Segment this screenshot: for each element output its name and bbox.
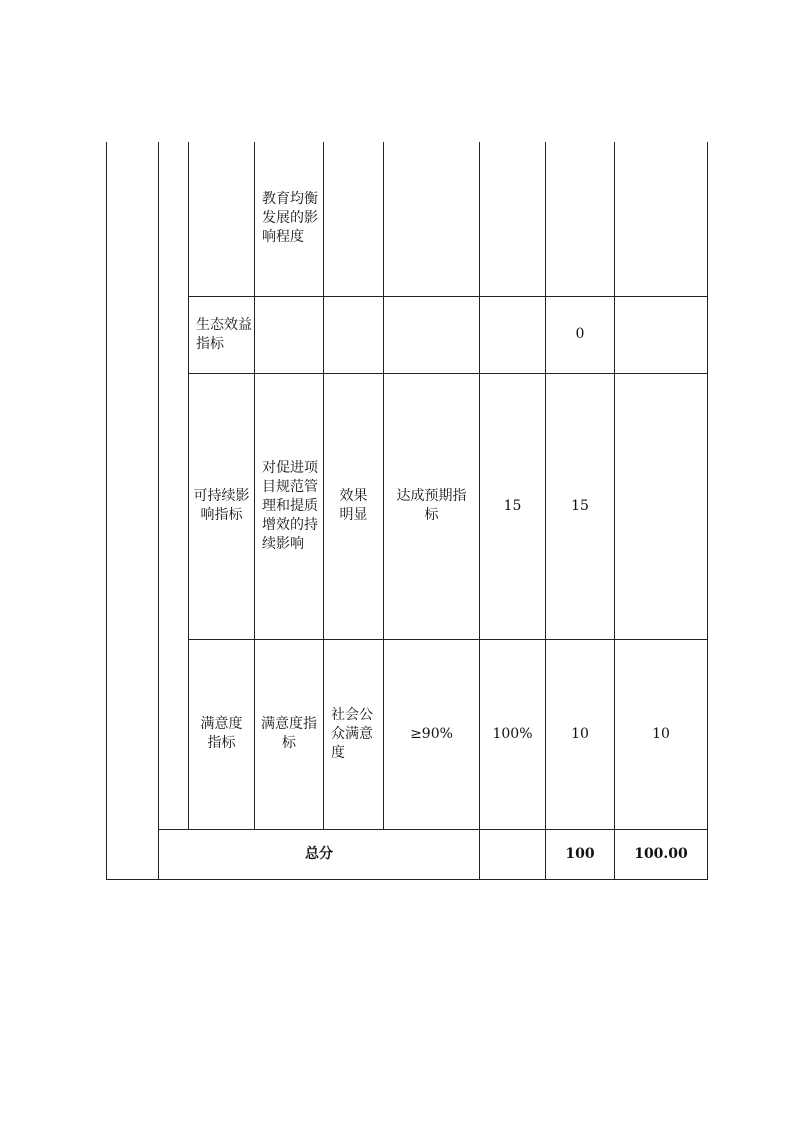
level1-category-cell (107, 142, 159, 879)
weight-cell (546, 639, 615, 829)
secondary-indicator-cell (189, 296, 255, 373)
score-cell (615, 639, 708, 829)
target-text: 效果明显 (339, 488, 368, 523)
secondary-indicator-text: 满意度指标 (261, 716, 317, 751)
actual-cell (384, 373, 480, 639)
indicator-cell (255, 373, 324, 639)
indicator-text: 社会公众满意度 (331, 706, 373, 761)
actual-text: 100% (492, 725, 533, 742)
score-cell (546, 142, 615, 296)
weight-text: 10 (571, 725, 589, 742)
indicator-cell (255, 296, 324, 373)
total-score: 100.00 (634, 845, 688, 862)
target-cell (384, 639, 480, 829)
actual-cell (384, 142, 480, 296)
secondary-indicator-cell (255, 639, 324, 829)
target-cell (324, 296, 384, 373)
total-label-cell (159, 829, 480, 879)
weight-cell (480, 142, 546, 296)
secondary-indicator-text: 可持续影响指标 (193, 488, 250, 523)
score-cell (546, 373, 615, 639)
target-cell (324, 142, 384, 296)
secondary-indicator-cell (189, 373, 255, 639)
remark-cell (615, 373, 708, 639)
level1-satisfaction-cell (189, 639, 255, 829)
target-text: ≥90% (410, 725, 453, 742)
weight-text: 15 (503, 497, 522, 514)
actual-cell (384, 296, 480, 373)
total-row (107, 829, 708, 879)
table-row (107, 296, 708, 373)
actual-cell (480, 829, 546, 879)
score-text: 15 (571, 497, 589, 514)
indicator-text: 对促进项目规范管理和提质增效的持续影响 (262, 459, 318, 552)
weight-cell (480, 373, 546, 639)
score-cell (546, 296, 615, 373)
score-text: 10 (652, 725, 670, 742)
performance-table (106, 142, 708, 880)
remark-cell (615, 296, 708, 373)
indicator-text: 教育均衡发展的影响程度 (262, 191, 318, 246)
table-row (107, 142, 708, 296)
total-label: 总分 (305, 845, 333, 862)
table-row (107, 373, 708, 639)
score-cell (615, 829, 708, 879)
weight-cell (480, 296, 546, 373)
total-weight: 100 (565, 845, 595, 862)
level1-subcategory-cell (159, 142, 189, 829)
actual-text: 达成预期指标 (396, 488, 467, 523)
primary-indicator-text: 满意度指标 (200, 716, 243, 751)
indicator-cell (324, 639, 384, 829)
secondary-indicator-cell (189, 142, 255, 296)
actual-cell (480, 639, 546, 829)
target-cell (324, 373, 384, 639)
score-text: 0 (575, 326, 585, 342)
weight-cell (546, 829, 615, 879)
indicator-cell (255, 142, 324, 296)
remark-cell (615, 142, 708, 296)
secondary-indicator-text: 生态效益指标 (196, 316, 252, 352)
table-row (107, 639, 708, 829)
